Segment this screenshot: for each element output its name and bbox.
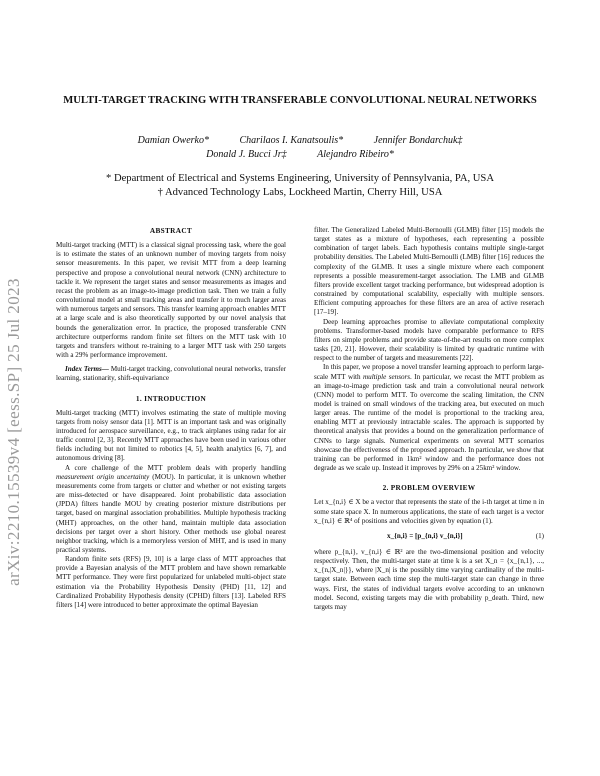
right-paragraph-3 <box>314 363 544 473</box>
problem-paragraph-1: Let x_{n,i} ∈ X be a vector that represents the state of the i-th target at time n in some state space X. In numerous applications, the state of each target is a vector x_{n,i} ∈ ℝ⁴ of positions and velocities given by equation (1). <box>314 498 544 525</box>
affiliations <box>60 172 540 199</box>
abstract-text: Multi-target tracking (MTT) is a classical signal processing task, where the goal is to estimate the states of an unknown number of moving targets from noisy sensor measurements. In this paper, we revisit MTT from a deep learning perspective and propose a convolutional neural network (CNN) architecture to tackle it. We represent the target states and sensor measurements as images and recast the problem as an image-to-image prediction task. Then we train a fully convolutional model at small tracking areas and transfer it to much larger areas with numerous targets and sensors. This transfer learning approach enables MTT at a large scale and is also theoretically supported by our novel analysis that bounds the generalization error. In practice, the proposed transferable CNN architecture outperforms random finite set filters on the MTT task with 10 targets and transfers without re-training to a larger MTT task with 250 targets with a 29% performance improvement. <box>56 241 286 360</box>
author-3: Jennifer Bondarchuk‡ <box>373 135 463 146</box>
arxiv-stamp: arXiv:2210.15539v4 [eess.SP] 25 Jul 2023 <box>4 278 24 586</box>
right-p3-emphasis: multiple sensors <box>363 372 411 381</box>
arxiv-stamp-container <box>0 212 28 652</box>
intro-paragraph-1: Multi-target tracking (MTT) involves estimating the state of multiple moving targets from noisy sensor data [1]. MTT is an important task and was originally introduced for aerospace surveillance, e.g., to track airplanes using radar for air traffic control [2, 3]. Recently MTT approaches have been used in various other fields including but not limited to robotics [4, 5], health analytics [6, 7], and autonomous driving [8]. <box>56 408 286 463</box>
intro-paragraph-2 <box>56 464 286 556</box>
intro-p2-end: (MOU). In particular, it is unknown whether measurements come from targets or clutter and whether or not existing targets are miss-detected or have disappeared. Joint probabilistic data association (JPDA) filters handle MOU by creating posterior mixture distributions per target, based on marginal association probabilities. Multiple hypothesis tracking (MHT) approaches, on the other hand, maintain multiple data association decisions per target over a short history. Other methods use global nearest neighbor tracking, which is a memoryless version of MHT, and is used in many practical systems. <box>56 472 286 554</box>
affiliation-1: * Department of Electrical and Systems Engineering, University of Pennsylvania, PA, USA <box>106 173 494 184</box>
intro-paragraph-3: Random finite sets (RFS) [9, 10] is a large class of MTT approaches that provide a Bayesian analysis of the MTT problem and have shown remarkable MTT performance. They were first popularized for unlabeled multi-object state estimation via the Probability Hypothesis Density (PHD) [11, 12] and Cardinalized Probability Hypothesis density (CPHD) filters [13]. Labeled RFS filters [14] were introduced to better approximate the optimal Bayesian <box>56 555 286 609</box>
author-2: Charilaos I. Kanatsoulis* <box>239 135 344 146</box>
author-1: Damian Owerko* <box>137 135 209 146</box>
problem-overview-heading: 2. PROBLEM OVERVIEW <box>382 483 476 493</box>
author-5: Alejandro Ribeiro* <box>317 148 394 160</box>
index-terms-label: Index Terms— <box>65 365 109 374</box>
right-column <box>314 226 544 612</box>
equation-number: (1) <box>535 531 544 540</box>
abstract-heading: ABSTRACT <box>149 226 193 235</box>
index-terms-text: Multi-target tracking, convolutional neural networks, transfer learning, stationarity, shift-equivariance <box>56 365 286 383</box>
left-column <box>56 226 286 610</box>
paper-title: MULTI-TARGET TRACKING WITH TRANSFERABLE CONVOLUTIONAL NEURAL NETWORKS <box>63 95 537 106</box>
equation-body: x_{n,i} = [p_{n,i} v_{n,i}] <box>387 531 463 540</box>
right-p3-end: . In particular, we recast the MTT problem as an image-to-image prediction task and train a convolutional neural network (CNN) model to perform MTT. To overcome the scaling limitation, the CNN model is trained on small windows of the tracking area, but executed on much larger areas. The runtime of the model is proportional to the tracking area, enabling MTT at previously intractable scales. The approach is supported by theoretical analysis that provides a bound on the generalization performance of CNNs to large signals. Numerical experiments on several MTT scenarios showcase the effectiveness of the proposed approach. In particular, we show that training can be performed in 1km² window and the performance does not degrade as we scale up. Instead it improves by 29% on a 25km² window. <box>314 372 544 473</box>
author-list <box>60 134 540 161</box>
affiliation-2: † Advanced Technology Labs, Lockheed Martin, Cherry Hill, USA <box>157 186 443 198</box>
equation-1 <box>314 532 544 541</box>
problem-paragraph-2: where p_{n,i}, v_{n,i} ∈ ℝ² are the two-dimensional position and velocity respectively. Then, the multi-target state at time k is a set X_n = {x_{n,1}, ..., x_{n,|X_n|}}, where |X_n| is the possibly time varying cardinality of the multi-target state. Between each time step the multi-target state can change in three ways. First, the states of individual targets evolve according to an unknown model. Second, existing targets may die with probability p_death. Third, new targets may <box>314 548 544 611</box>
right-paragraph-1: filter. The Generalized Labeled Multi-Bernoulli (GLMB) filter [15] models the target states as a mixture of hypotheses, each representing a possible combination of target labels. Each hypothesis contains multiple single-target probability densities. The Labeled Multi-Bernoulli (LMB) filter [16] reduces the complexity of the GLMB. It uses a single mixture where each component represents a possible measurement-target association. The LMB and GLMB filters provide excellent target tracking performance, but widespread adoption is constrained by computational scalability, especially with multiple sensors. Efficient computing approaches for these filters are an area of active reserach [17–19]. <box>314 226 544 317</box>
intro-p2-emphasis: measurement origin uncertainty <box>56 472 150 481</box>
right-p3-start: In this paper, we propose a novel transfer learning approach to perform large-scale MTT with <box>314 363 544 381</box>
intro-heading: 1. INTRODUCTION <box>135 393 207 403</box>
index-terms <box>56 365 286 383</box>
right-paragraph-2: Deep learning approaches promise to alleviate computational complexity problems. Transformer-based models have comparable performance to RFS filters on simple problems and provide state-of-the-art results on more complex tasks [20, 21]. However, their scalability is limited by quadratic runtime with respect to the number of targets and measurements [22]. <box>314 317 544 363</box>
intro-p2-start: A core challenge of the MTT problem deals with properly handling <box>65 463 286 472</box>
author-4: Donald J. Bucci Jr‡ <box>206 148 287 160</box>
